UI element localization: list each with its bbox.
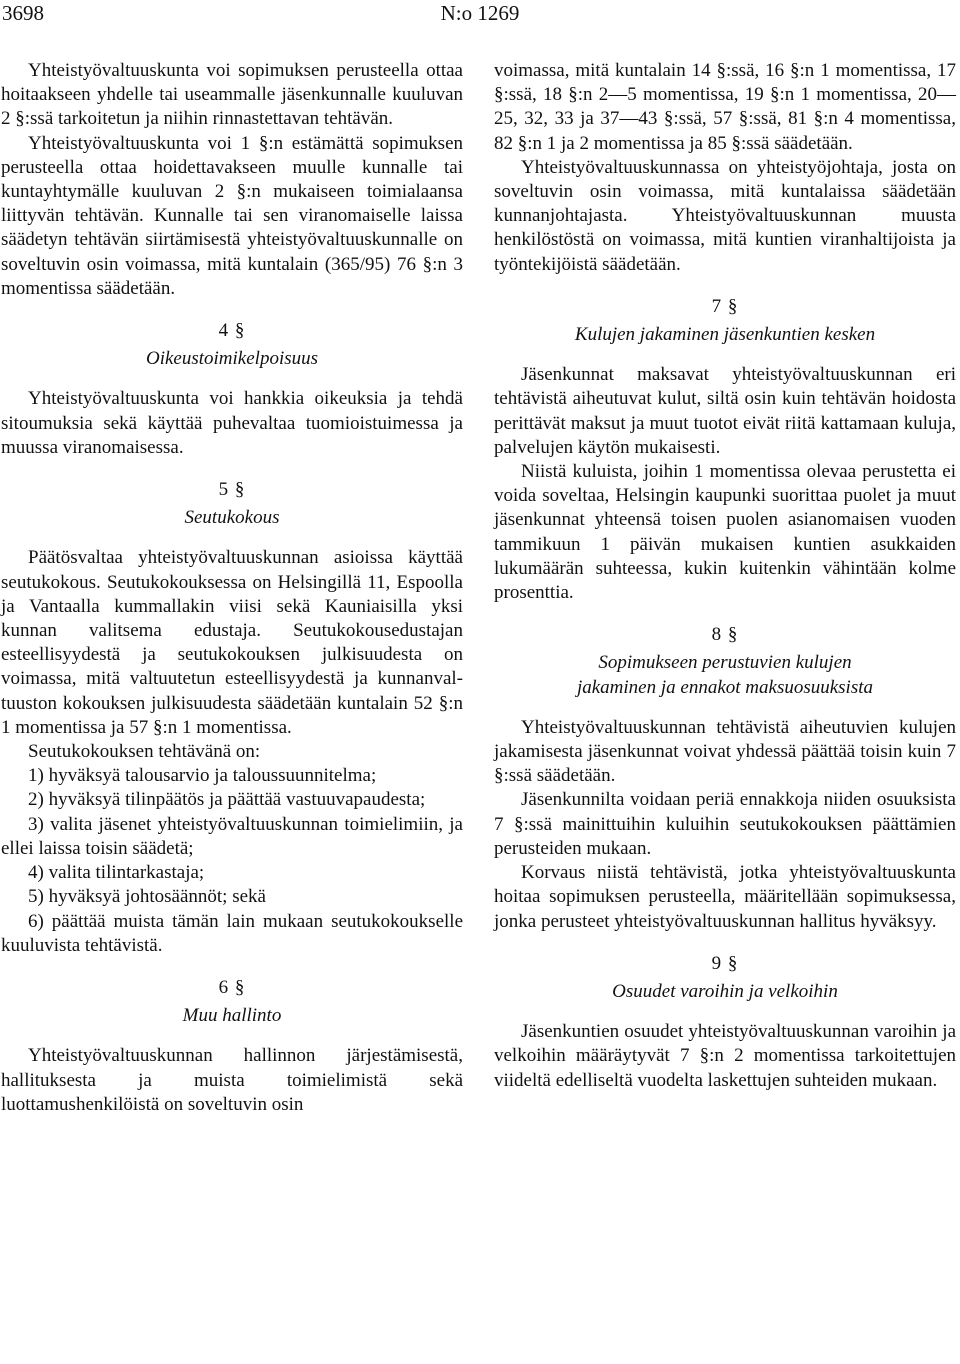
- section-title: Oikeustoimikelpoisuus: [145, 348, 319, 370]
- paragraph: Yhteistyövaltuuskunta voi 1 §:n estämättä sopimuksen perusteella ottaa hoidettavakseen muulle kunnalle tai kuntayhtymälle kuuluvan 2 §:n mukaiseen toimialaansa liittyvän tehtävän. Kunnalle tai sen viranomaiselle laissa säädetyn tehtävän siirtämisestä yhteistyövaltuuskunnalle on soveltuvin osin voimassa, mitä kuntalain (365/95) 76 §:n 3 momentissa säädetään.: [1, 132, 463, 299]
- list-item: 4) valita tilintarkastaja;: [28, 862, 205, 884]
- paragraph: Yhteistyövaltuuskunnan tehtävistä aiheutuvien kulujen jakamisesta jäsenkunnat voivat yhdessä päättää toisin kuin 7 §:ssä säädetään.: [494, 716, 956, 787]
- paragraph: Jäsenkunnilta voidaan periä ennakkoja niiden osuuksista 7 §:ssä mainittuihin kuluihin seutukokouksen päättämien perusteiden mukaan.: [494, 789, 956, 859]
- issue-number: N:o 1269: [440, 1, 520, 25]
- right-column: [494, 59, 956, 1093]
- paragraph: Yhteistyövaltuuskunnan hallinnon järjestämisestä, hallituksesta ja muista toimielimistä sekä luottamushenkilöistä on soveltuvin osin: [1, 1045, 463, 1115]
- list-item: 2) hyväksyä tilinpäätös ja päättää vastuuvapaudesta;: [28, 789, 426, 811]
- paragraph: Korvaus niistä tehtävistä, jotka yhteistyövaltuuskunta hoitaa sopimuksen perusteella, määritellään sopimuksessa, jonka perusteet yhteistyövaltuuskunnan hallitus hyväksyy.: [494, 862, 956, 932]
- section-title: Seutukokous: [184, 507, 280, 529]
- list-item: 3) valita jäsenet yhteistyövaltuuskunnan toimielimiin, ja ellei laissa toisin säädetä;: [1, 813, 463, 859]
- section-title: Osuudet varoihin ja velkoihin: [612, 980, 838, 1002]
- page-header: [0, 0, 960, 40]
- section-number: 7 §: [711, 295, 739, 317]
- section-title-line: Sopimukseen perustuvien kulujen: [598, 652, 852, 674]
- section-number: 6 §: [218, 976, 246, 998]
- section-title: Kulujen jakaminen jäsenkuntien kesken: [574, 324, 876, 346]
- list-item: 5) hyväksyä johtosäännöt; sekä: [28, 886, 266, 908]
- page-number: 3698: [2, 1, 44, 25]
- section-number: 4 §: [218, 320, 246, 342]
- section-title: [494, 651, 956, 699]
- paragraph: Niistä kuluista, joihin 1 momentissa olevaa perustetta ei voida soveltaa, Helsingin kaupunki suorittaa puolet ja muut jäsenkunnat yhteensä toisen puolen asianomaisen vuoden tammikuun 1 päivän mukaisen kuntien asukkaiden lukumäärän suhteessa, kukin kuitenkin vähintään kolme prosenttia.: [494, 461, 956, 604]
- paragraph: Jäsenkuntien osuudet yhteistyövaltuuskunnan varoihin ja velkoihin määräytyvät 7 §:n 2 momentissa tarkoitettujen viideltä edelliseltä vuodelta laskettujen suhteiden mukaan.: [494, 1021, 956, 1091]
- left-column: [1, 59, 463, 1117]
- paragraph: Yhteistyövaltuuskunta voi sopimuksen perusteella ottaa hoitaakseen yhdelle tai useammalle jäsenkunnalle kuuluvan 2 §:ssä tarkoitetun ja niihin rinnastettavan tehtävän.: [1, 60, 463, 130]
- paragraph: Jäsenkunnat maksavat yhteistyövaltuuskunnan eri tehtävistä aiheutuvat kulut, siltä osin kuin tehtävän hoidosta perittävät maksut ja muut tuotot eivät riitä kattamaan kuluja, palvelujen käytön mukaisesti.: [494, 364, 956, 458]
- paragraph: Päätösvaltaa yhteistyövaltuuskunnan asioissa käyttää seutukokous. Seutukokouksessa on Helsingillä 11, Espoolla ja Vantaalla kummallakin viisi sekä Kauniaisilla yksi kunnan valitsema edustaja. Seutukokousedustajan esteellisyydestä ja seutukokouksen julkisuudesta on voimassa, mitä valtuutetun esteellisyydestä ja kunnanvaltuuston kokouksen julkisuudesta säädetään kuntalain 52 §:n 1 momentissa ja 57 §:n 1 momentissa.: [1, 547, 463, 738]
- list-item: 6) päättää muista tämän lain mukaan seutukokoukselle kuuluvista tehtävistä.: [1, 910, 463, 956]
- section-number: 8 §: [711, 624, 739, 646]
- list-item: 1) hyväksyä talousarvio ja taloussuunnitelma;: [28, 765, 377, 787]
- paragraph: Yhteistyövaltuuskunta voi hankkia oikeuksia ja tehdä sitoumuksia sekä käyttää puhevaltaa tuomioistuimessa ja muussa viranomaisessa.: [1, 388, 463, 458]
- section-title: Muu hallinto: [182, 1005, 282, 1027]
- section-number: 5 §: [218, 479, 246, 501]
- paragraph: Yhteistyövaltuuskunnassa on yhteistyöjohtaja, josta on soveltuvin osin voimassa, mitä kuntalaissa säädetään kunnanjohtajasta. Yhteistyövaltuuskunnan muusta henkilöstöstä on voimassa, mitä kuntien viranhaltijoista ja työntekijöistä säädetään.: [494, 156, 956, 275]
- section-number: 9 §: [711, 952, 739, 974]
- paragraph: voimassa, mitä kuntalain 14 §:ssä, 16 §:n 1 momentissa, 17 §:ssä, 18 §:n 2—5 momentissa, 19 §:n 1 momentissa, 20—25, 32, 33 ja 37—43 §:ssä, 57 §:ssä, 81 §:n 4 momentissa, 82 §:n 1 ja 2 momentissa ja 85 §:ssä säädetään.: [494, 60, 956, 154]
- section-title-line: jakaminen ja ennakot maksuosuuksista: [576, 676, 874, 698]
- paragraph: Seutukokouksen tehtävänä on:: [28, 741, 261, 763]
